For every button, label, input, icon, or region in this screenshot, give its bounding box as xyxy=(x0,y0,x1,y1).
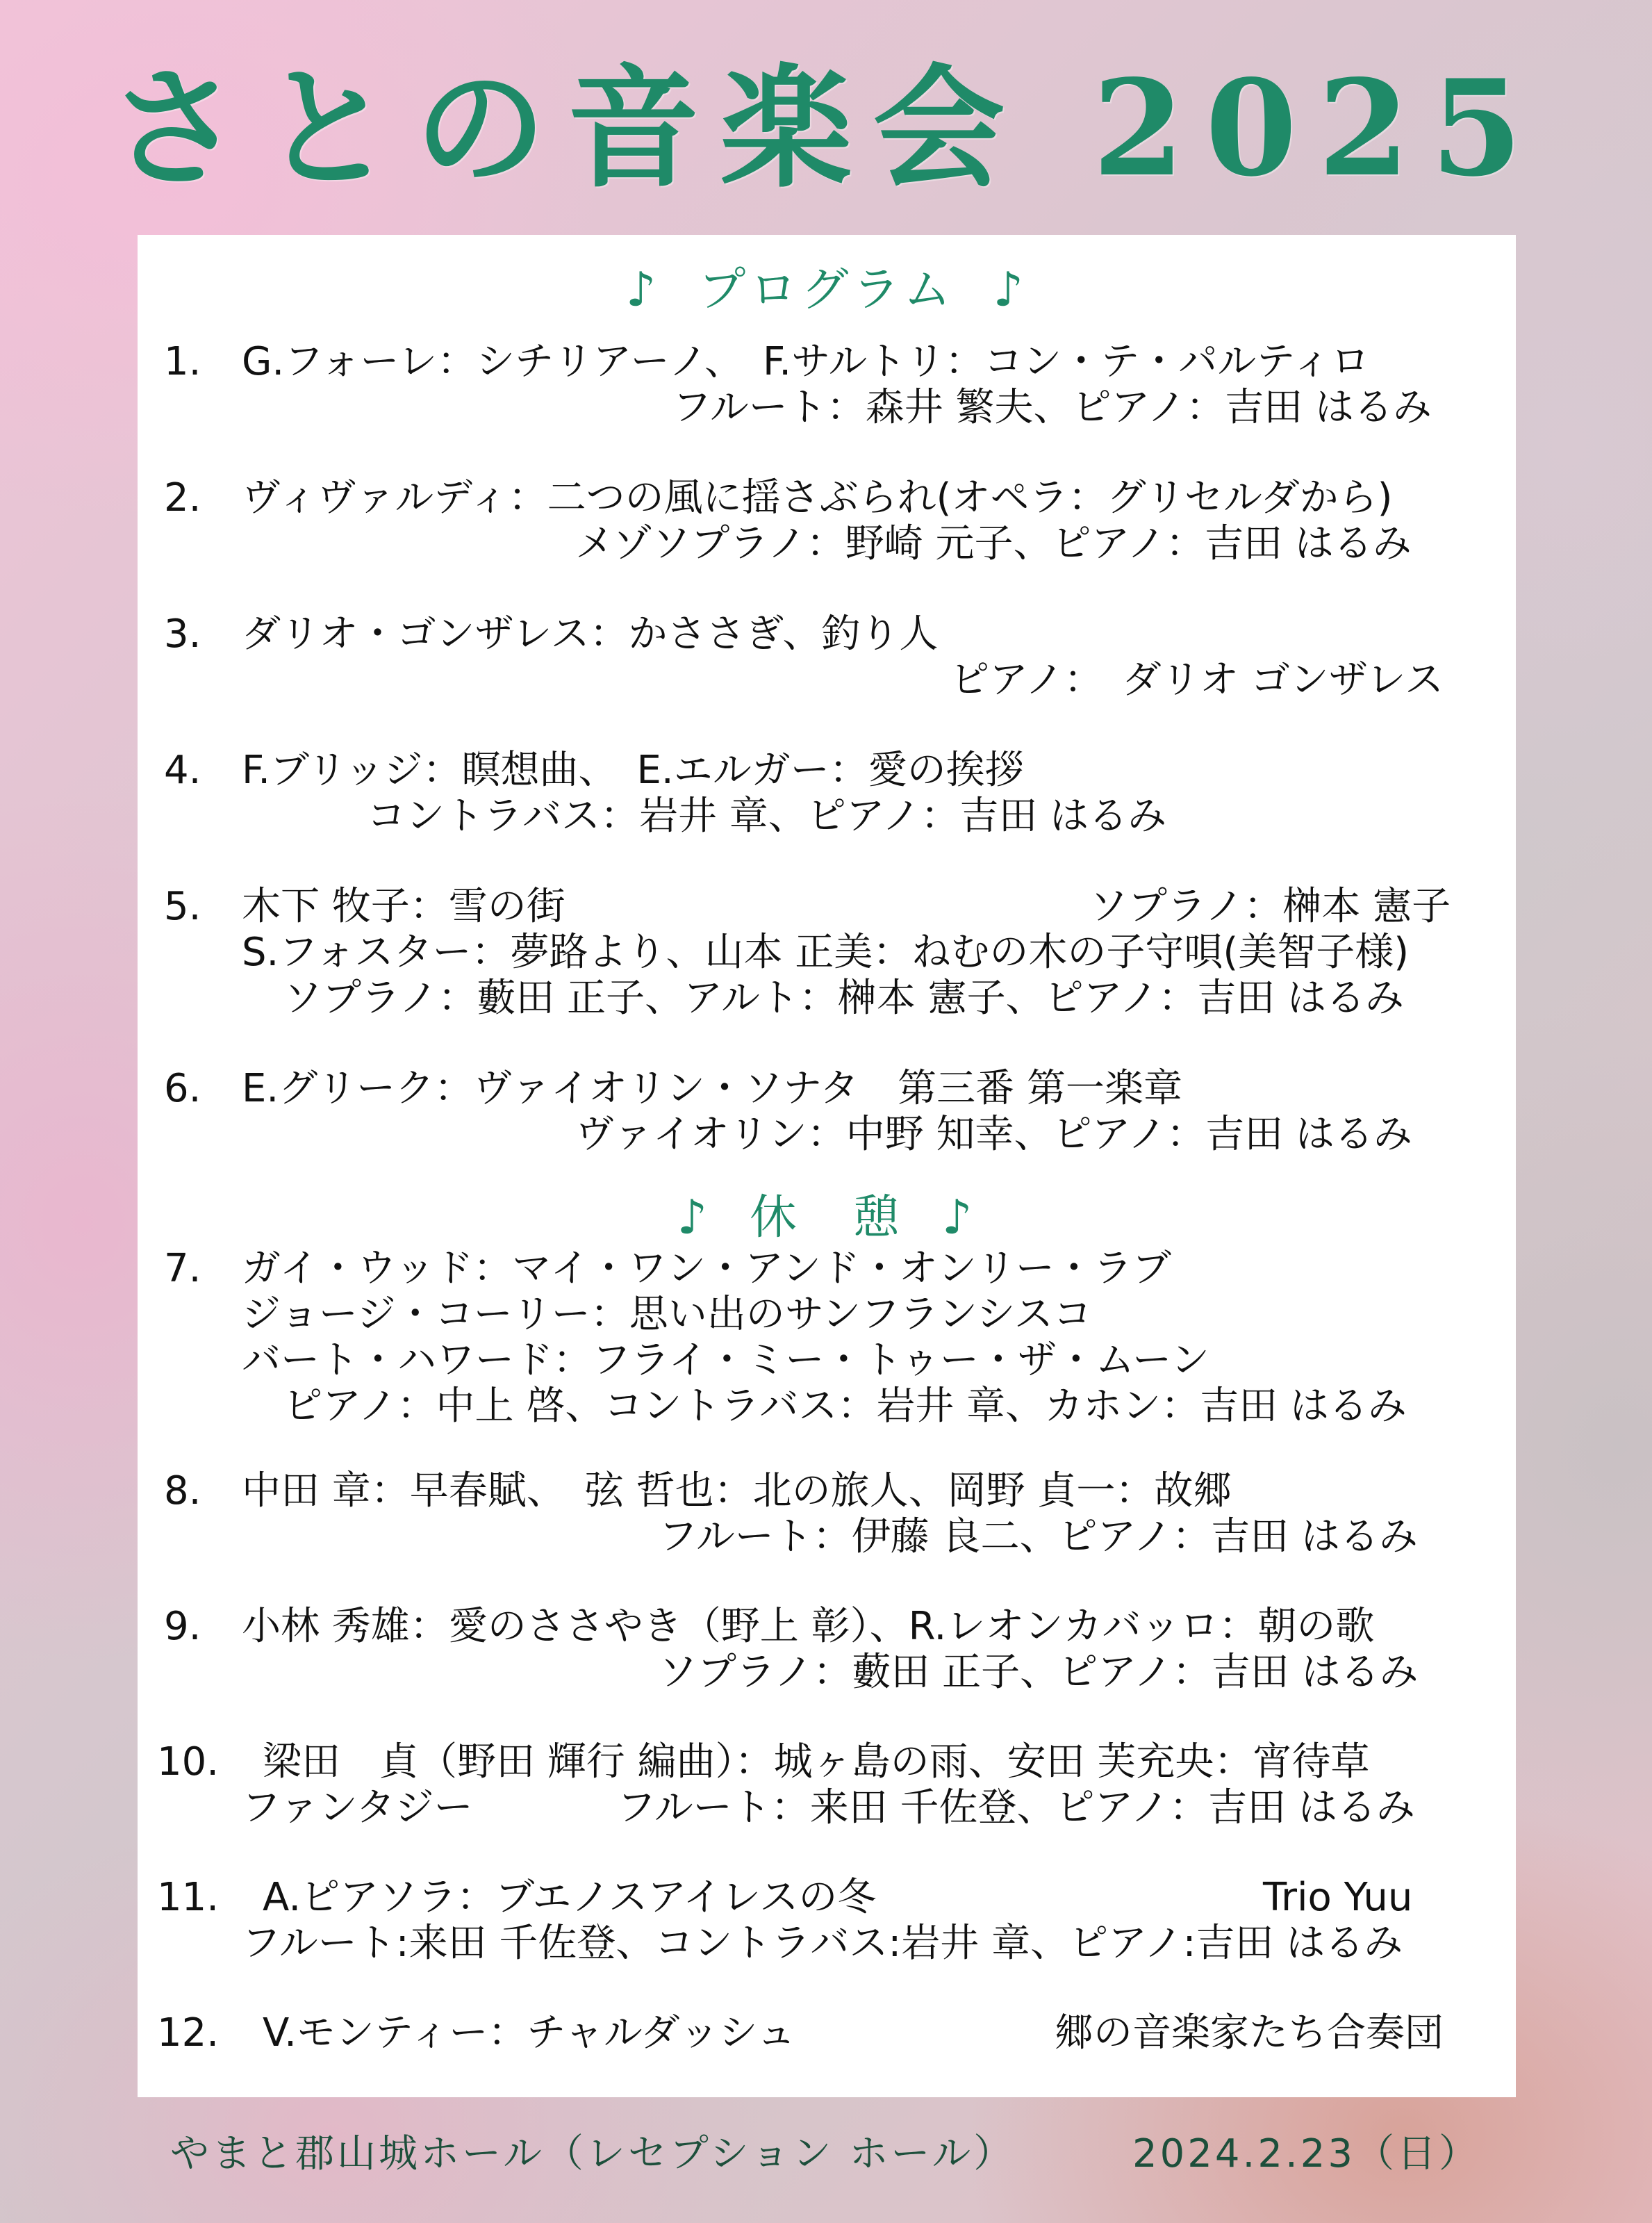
item-line-ensemble: 郷の音楽家たち合奏団 xyxy=(1055,2010,1444,2056)
item-number: 8. xyxy=(164,1468,201,1514)
item-line-pieces: V.モンティー：チャルダッシュ xyxy=(263,2010,796,2056)
footer xyxy=(0,2119,1652,2189)
item-line-performers: コントラバス：岩井 章、ピアノ：吉田 はるみ xyxy=(367,794,1167,839)
intermission-heading xyxy=(138,1187,1516,1249)
item-line-pieces: ジョージ・コーリー：思い出のサンフランシスコ xyxy=(242,1292,1092,1337)
intermission-heading-label: 休 憩 xyxy=(749,1190,904,1245)
item-number: 2. xyxy=(164,475,201,520)
item-line-pieces: S.フォスター：夢路より、山本 正美：ねむの木の子守唄(美智子様) xyxy=(242,930,1410,975)
item-line-pieces: ヴィヴァルディ：二つの風に揺さぶられ(オペラ：グリセルダから) xyxy=(242,475,1393,520)
item-line-performers: ソプラノ：藪田 正子、ピアノ：吉田 はるみ xyxy=(659,1650,1419,1695)
music-note-icon: ♪ xyxy=(677,1190,711,1245)
concert-title: さとの音楽会 2025 xyxy=(108,51,1544,206)
item-line-performers: ピアノ： ダリオ ゴンザレス xyxy=(950,657,1444,703)
item-number: 4. xyxy=(164,748,201,793)
item-line-pieces: バート・ハワード：フライ・ミー・トゥー・ザ・ムーン xyxy=(242,1338,1209,1383)
item-line-ensemble: Trio Yuu xyxy=(1263,1875,1413,1920)
item-line-performers: ピアノ：中上 啓、コントラバス：岩井 章、カホン：吉田 はるみ xyxy=(283,1384,1407,1429)
music-note-icon: ♪ xyxy=(625,263,661,318)
item-line-performers: ヴァイオリン：中野 知幸、ピアノ：吉田 はるみ xyxy=(575,1112,1412,1157)
program-heading xyxy=(138,259,1516,322)
item-number: 1. xyxy=(164,339,201,384)
item-line-pieces: F.ブリッジ：瞑想曲、 E.エルガー：愛の挨拶 xyxy=(242,748,1024,793)
item-line-pieces: 小林 秀雄：愛のささやき（野上 彰）、R.レオンカバッロ：朝の歌 xyxy=(242,1604,1375,1649)
item-number: 10. xyxy=(157,1739,220,1785)
item-number: 9. xyxy=(164,1604,201,1649)
item-line-performers: フルート：森井 繁夫、ピアノ：吉田 はるみ xyxy=(672,385,1432,430)
item-line-pieces: ガイ・ウッド：マイ・ワン・アンド・オンリー・ラブ xyxy=(242,1246,1171,1291)
item-line-pieces: 木下 牧子：雪の街 xyxy=(242,884,565,929)
item-line-performers: フルート:来田 千佐登、コントラバス:岩井 章、ピアノ:吉田 はるみ xyxy=(242,1921,1403,1966)
program-panel xyxy=(138,235,1516,2097)
item-number: 12. xyxy=(157,2010,220,2056)
item-line-pieces: 梁田 貞（野田 輝行 編曲）：城ヶ島の雨、安田 芙充央：宵待草 xyxy=(263,1739,1370,1785)
item-number: 5. xyxy=(164,884,201,929)
venue-text: やまと郡山城ホール（レセプション ホール） xyxy=(170,2131,1016,2176)
item-line-performers: フルート：来田 千佐登、ピアノ：吉田 はるみ xyxy=(617,1785,1415,1830)
item-line-performers: フルート：伊藤 良二、ピアノ：吉田 はるみ xyxy=(659,1514,1418,1559)
date-text: 2024.2.23（日） xyxy=(1132,2131,1481,2176)
item-line-pieces: 中田 章：早春賦、 弦 哲也：北の旅人、岡野 貞一：故郷 xyxy=(242,1468,1232,1514)
item-line-pieces: G.フォーレ：シチリアーノ、 F.サルトリ：コン・テ・パルティロ xyxy=(242,339,1370,384)
item-line-pieces: E.グリーク：ヴァイオリン・ソナタ 第三番 第一楽章 xyxy=(242,1066,1182,1111)
item-number: 6. xyxy=(164,1066,201,1111)
item-line-pieces: ファンタジー xyxy=(242,1785,473,1830)
item-number: 7. xyxy=(164,1246,201,1291)
music-note-icon: ♪ xyxy=(993,263,1028,318)
item-line-performers: ソプラノ：藪田 正子、アルト：榊本 憲子、ピアノ：吉田 はるみ xyxy=(283,976,1405,1021)
item-number: 3. xyxy=(164,612,201,657)
program-heading-label: プログラム xyxy=(698,263,955,318)
item-line-pieces: A.ピアソラ：ブエノスアイレスの冬 xyxy=(263,1875,877,1920)
item-line-performers: ソプラノ：榊本 憲子 xyxy=(1089,884,1451,929)
item-line-pieces: ダリオ・ゴンザレス：かささぎ、釣り人 xyxy=(242,612,939,657)
item-line-performers: メゾソプラノ：野崎 元子、ピアノ：吉田 はるみ xyxy=(575,521,1412,566)
music-note-icon: ♪ xyxy=(942,1190,977,1245)
item-number: 11. xyxy=(157,1875,220,1920)
